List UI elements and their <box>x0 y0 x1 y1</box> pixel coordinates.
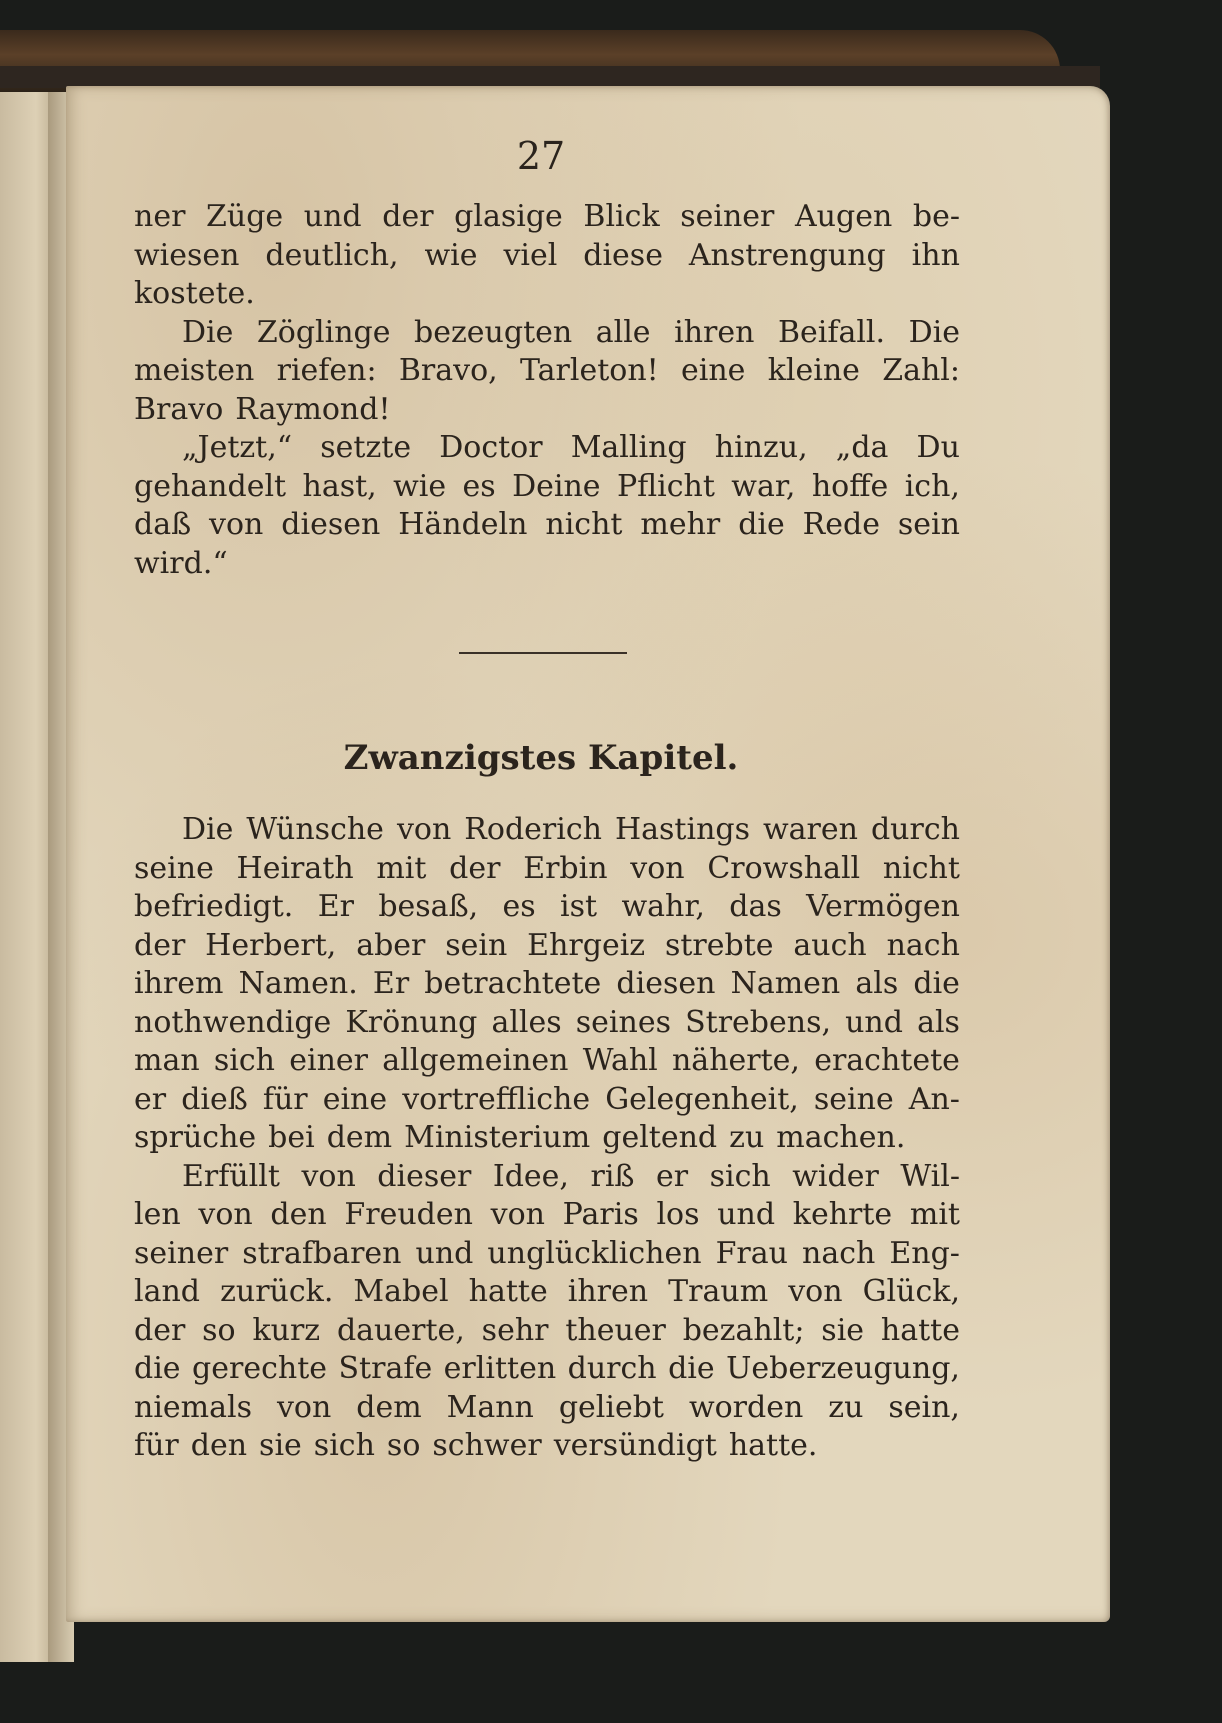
word: ihren <box>567 1274 649 1309</box>
word: von <box>788 1274 843 1309</box>
word: bezahlt; <box>682 1312 805 1348</box>
word: glasige <box>454 199 563 234</box>
text-line <box>134 352 960 391</box>
text-line <box>134 506 960 545</box>
word: worden <box>688 1389 804 1425</box>
word: bezeugten <box>414 314 573 350</box>
word: und <box>303 199 362 234</box>
word: Mabel <box>353 1274 449 1309</box>
word: es <box>502 889 536 924</box>
word: Zöglinge <box>256 314 391 350</box>
word: die <box>134 1351 181 1386</box>
word: Mann <box>446 1389 534 1425</box>
word: die <box>913 966 960 1001</box>
word: seiner <box>680 199 775 234</box>
word: es <box>462 468 496 504</box>
word: der <box>382 199 434 234</box>
word: Crowshall <box>707 850 861 886</box>
word: los <box>656 1197 700 1232</box>
word: Deine <box>512 468 601 504</box>
word: sein <box>445 927 508 963</box>
word: Eng- <box>889 1235 960 1271</box>
word: hatte <box>468 1274 548 1309</box>
word: geltend <box>602 1120 718 1155</box>
word: wie <box>393 468 447 504</box>
word: von <box>396 812 452 847</box>
word: Doctor <box>439 430 543 465</box>
word: riß <box>590 1158 635 1194</box>
word: eine <box>681 353 746 388</box>
word: sprüche <box>134 1120 257 1155</box>
word: war, <box>731 468 796 504</box>
word: daß <box>134 507 192 542</box>
word: ihren <box>674 314 755 350</box>
word: Krönung <box>345 1004 478 1040</box>
word: alles <box>491 1004 562 1040</box>
word: nicht <box>882 850 960 886</box>
word: nothwendige <box>134 1004 332 1040</box>
word: seiner <box>134 1235 229 1271</box>
word: Ueberzeugung, <box>726 1351 960 1386</box>
word: von <box>490 1197 545 1232</box>
word: für <box>262 1081 308 1117</box>
word: bei <box>268 1120 315 1155</box>
text-line <box>134 811 960 850</box>
text-line <box>134 1196 960 1235</box>
text-line <box>134 391 960 430</box>
text-line <box>134 888 960 927</box>
word: sein <box>897 507 960 542</box>
word: seine <box>134 850 214 886</box>
word: strebte <box>664 927 774 963</box>
word: Strebens, <box>685 1004 832 1040</box>
word: Herbert, <box>205 927 337 963</box>
word: unglücklichen <box>487 1235 702 1271</box>
text-line <box>134 1350 960 1389</box>
word: wider <box>792 1158 879 1194</box>
word: gehandelt <box>134 468 287 504</box>
word: dauerte, <box>336 1312 465 1348</box>
word: allgemeinen <box>382 1043 569 1078</box>
word: land <box>134 1274 201 1309</box>
text-line <box>134 1235 960 1274</box>
word: ich, <box>904 468 960 504</box>
text-line <box>134 1273 960 1312</box>
word: Wünsche <box>246 812 384 847</box>
text-line <box>134 1119 960 1158</box>
word: Zahl: <box>882 353 960 388</box>
word: auch <box>793 927 867 963</box>
word: Er <box>372 966 410 1001</box>
chapter-title: Zwanzigstes Kapitel. <box>343 738 739 778</box>
word: betrachtete <box>424 966 602 1001</box>
word: erlitten <box>443 1351 557 1386</box>
word: Er <box>317 889 354 924</box>
text-line <box>134 1312 960 1351</box>
word: Wahl <box>582 1043 658 1078</box>
text-line <box>134 237 960 276</box>
word: man <box>134 1043 200 1078</box>
word: Die <box>182 314 234 350</box>
word: deutlich, <box>265 237 399 273</box>
word: meisten <box>134 353 255 388</box>
word: wird.“ <box>134 545 228 581</box>
word: seines <box>575 1004 671 1040</box>
word: aber <box>356 927 426 963</box>
word: Frau <box>715 1235 788 1271</box>
word: ner <box>134 199 186 234</box>
word: das <box>729 889 782 924</box>
section-divider <box>459 652 627 654</box>
word: setzte <box>320 430 412 465</box>
word: besaß, <box>378 889 479 924</box>
text-line <box>134 275 960 314</box>
word: machen. <box>776 1120 906 1155</box>
word: Beifall. <box>777 314 886 350</box>
word: viel <box>503 237 558 273</box>
word: seine <box>813 1081 894 1117</box>
word: den <box>190 1428 248 1463</box>
word: sie <box>259 1428 302 1463</box>
word: Ministerium <box>404 1120 591 1155</box>
word: dieß <box>181 1081 248 1117</box>
word: wahr, <box>621 889 705 924</box>
word: der <box>449 850 501 886</box>
word: alle <box>595 314 651 350</box>
word: von <box>209 507 264 542</box>
word: sich <box>709 1158 771 1194</box>
word: Hastings <box>614 812 750 847</box>
word: theuer <box>565 1312 666 1348</box>
word: Die <box>908 314 960 350</box>
word: zu <box>828 1389 864 1425</box>
text-line <box>134 545 960 584</box>
word: ist <box>560 889 598 924</box>
word: Idee, <box>492 1158 569 1194</box>
word: ihrem <box>134 966 224 1001</box>
word: Roderich <box>464 812 602 847</box>
word: kurz <box>252 1312 321 1348</box>
word: Blick <box>583 199 660 234</box>
word: strafbaren <box>242 1235 402 1271</box>
text-line <box>134 429 960 468</box>
word: Ehrgeiz <box>527 927 646 963</box>
word: Rede <box>802 507 880 542</box>
word: hatte. <box>728 1428 818 1463</box>
word: zu <box>729 1120 765 1155</box>
text-block-chapter-twenty <box>134 811 960 1466</box>
word: den <box>270 1197 327 1232</box>
text-block-previous-chapter <box>134 198 960 583</box>
word: mit <box>376 850 427 886</box>
word: als <box>855 966 899 1001</box>
word: sich <box>213 1043 276 1078</box>
word: hoffe <box>811 468 889 504</box>
word: kleine <box>767 353 860 388</box>
word: geliebt <box>558 1389 664 1425</box>
word: Erbin <box>523 850 608 886</box>
text-line <box>134 1004 960 1043</box>
word: durch <box>567 1351 657 1386</box>
word: die <box>738 507 785 542</box>
word: kehrte <box>792 1197 893 1232</box>
word: Wil- <box>900 1158 960 1194</box>
word: vortreffliche <box>402 1081 591 1117</box>
word: und <box>415 1235 474 1271</box>
word: zurück. <box>220 1274 334 1309</box>
word: An- <box>908 1081 960 1117</box>
word: Gelegenheit, <box>605 1081 799 1117</box>
word: der <box>134 1312 186 1348</box>
word: mit <box>909 1197 960 1232</box>
word: kostete. <box>134 276 255 311</box>
word: dem <box>356 1389 422 1425</box>
word: von <box>276 1389 332 1425</box>
word: er <box>134 1081 167 1117</box>
word: wiesen <box>134 237 240 273</box>
word: von <box>198 1197 253 1232</box>
word: Du <box>916 430 960 465</box>
word: sich <box>313 1428 375 1463</box>
word: „da <box>835 430 889 465</box>
word: dem <box>326 1120 393 1155</box>
word: wie <box>424 237 478 273</box>
word: Bravo <box>134 391 224 427</box>
word: Traum <box>668 1274 769 1309</box>
word: er <box>655 1158 689 1194</box>
word: riefen: <box>276 353 377 388</box>
word: durch <box>870 812 960 847</box>
word: hast, <box>302 468 377 504</box>
word: mehr <box>640 507 721 542</box>
word: sehr <box>481 1312 549 1348</box>
word: be- <box>912 199 960 234</box>
text-line <box>134 1389 960 1428</box>
word: Namen <box>730 966 841 1001</box>
word: Heirath <box>236 850 354 886</box>
word: Die <box>182 812 234 847</box>
word: befriedigt. <box>134 889 294 924</box>
word: die <box>668 1351 715 1386</box>
word: eine <box>322 1081 388 1117</box>
word: von <box>301 1158 356 1194</box>
word: Tarleton! <box>519 353 659 388</box>
word: und <box>845 1004 903 1040</box>
word: erachtete <box>814 1043 960 1078</box>
text-line <box>134 1081 960 1120</box>
word: als <box>917 1004 960 1040</box>
word: Glück, <box>862 1274 960 1309</box>
word: und <box>717 1197 776 1232</box>
text-line <box>134 314 960 353</box>
word: der <box>134 927 186 963</box>
word: nicht <box>545 507 623 542</box>
binding-edge <box>0 66 1100 88</box>
word: Namen. <box>238 966 358 1001</box>
word: sie <box>821 1312 865 1348</box>
word: von <box>630 850 685 886</box>
word: Paris <box>562 1197 639 1232</box>
word: versündigt <box>553 1428 717 1463</box>
word: len <box>134 1197 181 1232</box>
word: diese <box>583 237 663 273</box>
text-line <box>134 1158 960 1197</box>
word: Malling <box>570 430 687 465</box>
word: so <box>386 1428 421 1463</box>
word: hinzu, <box>714 430 808 465</box>
word: „Jetzt,“ <box>182 430 293 465</box>
word: Pflicht <box>616 468 715 504</box>
word: gerechte <box>192 1351 328 1386</box>
text-line <box>134 927 960 966</box>
word: nach <box>886 927 960 963</box>
word: niemals <box>134 1389 252 1425</box>
word: diesen <box>281 507 381 542</box>
word: für <box>134 1428 179 1463</box>
word: hatte <box>880 1312 960 1348</box>
word: näherte, <box>671 1043 800 1078</box>
text-line <box>134 1427 960 1466</box>
word: Strafe <box>338 1351 433 1386</box>
word: ihn <box>911 237 960 273</box>
word: Bravo, <box>398 353 498 388</box>
text-line <box>134 198 960 237</box>
text-line <box>134 468 960 507</box>
text-line <box>134 1042 960 1081</box>
text-line <box>134 965 960 1004</box>
word: einer <box>289 1043 369 1078</box>
word: Freuden <box>344 1197 473 1232</box>
page-number: 27 <box>516 134 566 178</box>
word: Anstrengung <box>688 237 886 273</box>
word: schwer <box>432 1428 542 1463</box>
word: dieser <box>377 1158 472 1194</box>
text-line <box>134 850 960 889</box>
word: waren <box>762 812 858 847</box>
book-page <box>66 86 1110 1622</box>
word: diesen <box>616 966 716 1001</box>
word: sein, <box>888 1389 960 1425</box>
word: Vermögen <box>806 889 960 924</box>
word: Raymond! <box>235 391 391 427</box>
word: Züge <box>206 199 284 234</box>
word: Erfüllt <box>182 1158 280 1194</box>
word: nach <box>802 1235 876 1271</box>
word: Händeln <box>398 507 528 542</box>
word: Augen <box>795 199 893 234</box>
word: so <box>202 1312 236 1348</box>
